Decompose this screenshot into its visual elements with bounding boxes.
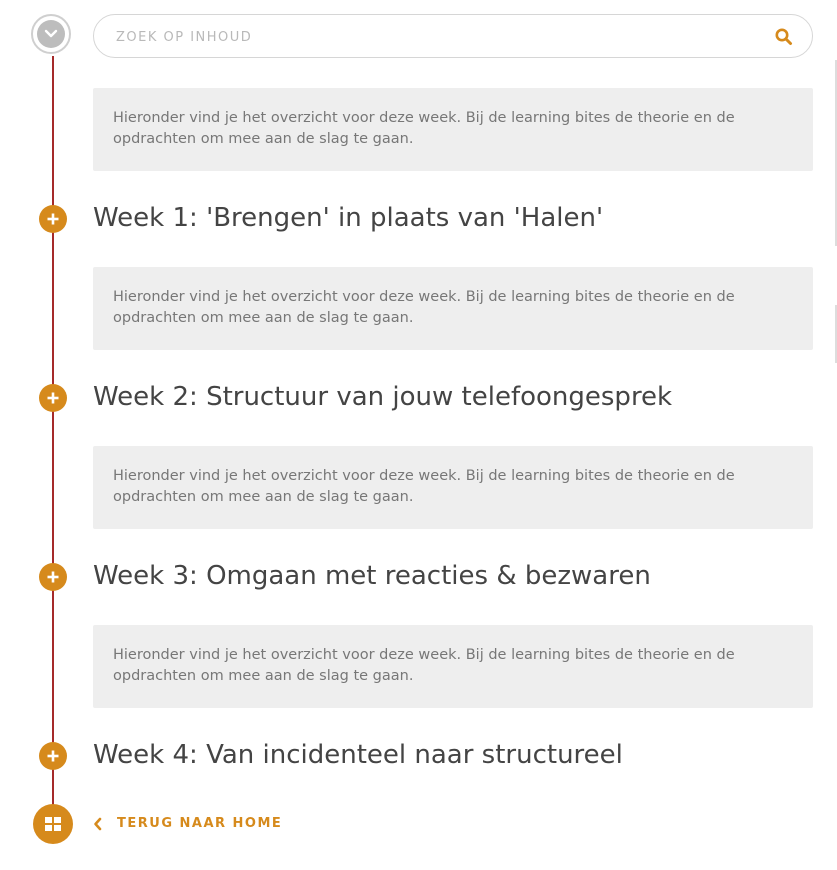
search-input[interactable] (114, 15, 758, 59)
plus-icon (46, 570, 60, 584)
plus-icon (46, 391, 60, 405)
chevron-down-icon (37, 20, 65, 48)
week-1-description: Hieronder vind je het overzicht voor deze week. Bij de learning bites de theorie en de opdrachten om mee aan de slag te gaan. (93, 267, 813, 350)
search-icon[interactable] (774, 27, 794, 47)
expand-week-3-button[interactable] (39, 563, 67, 591)
week-3-title[interactable]: Week 3: Omgaan met reacties & bezwaren (93, 561, 651, 591)
week-2-description: Hieronder vind je het overzicht voor deze week. Bij de learning bites de theorie en de opdrachten om mee aan de slag te gaan. (93, 446, 813, 529)
expand-week-2-button[interactable] (39, 384, 67, 412)
plus-icon (46, 212, 60, 226)
search-bar (93, 14, 813, 58)
expand-week-1-button[interactable] (39, 205, 67, 233)
week-3-description: Hieronder vind je het overzicht voor deze week. Bij de learning bites de theorie en de opdrachten om mee aan de slag te gaan. (93, 625, 813, 708)
back-to-home-link[interactable] (93, 816, 282, 831)
home-button[interactable] (33, 804, 73, 844)
chevron-left-icon (93, 817, 103, 831)
timeline-line (52, 56, 54, 806)
week-1-title[interactable]: Week 1: 'Brengen' in plaats van 'Halen' (93, 203, 604, 233)
week-2-title[interactable]: Week 2: Structuur van jouw telefoongesprek (93, 382, 673, 412)
grid-icon (45, 817, 61, 831)
expand-week-4-button[interactable] (39, 742, 67, 770)
intro-panel: Hieronder vind je het overzicht voor deze week. Bij de learning bites de theorie en de opdrachten om mee aan de slag te gaan. (93, 88, 813, 171)
plus-icon (46, 749, 60, 763)
collapse-all-button[interactable] (31, 14, 71, 54)
back-link-label: TERUG NAAR HOME (117, 816, 283, 831)
week-4-title[interactable]: Week 4: Van incidenteel naar structureel (93, 740, 623, 770)
